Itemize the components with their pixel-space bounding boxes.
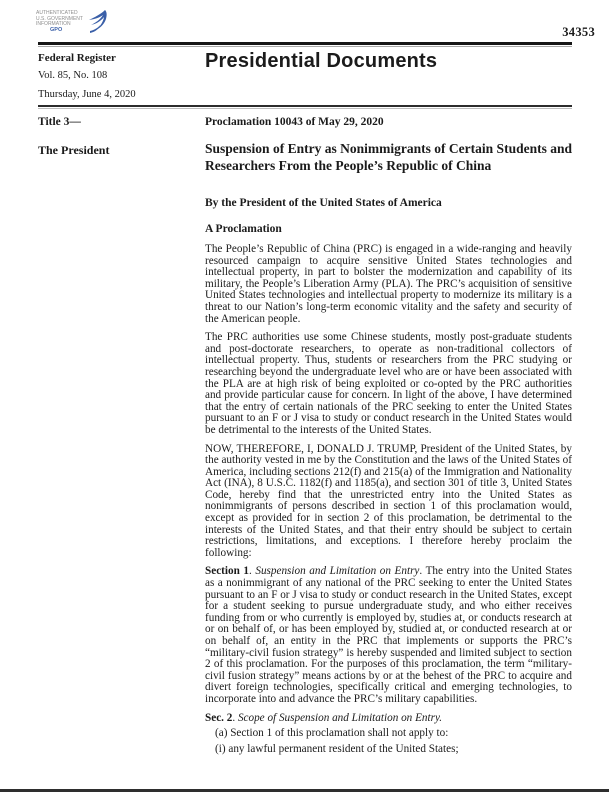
folio-number: 34353 <box>562 25 595 39</box>
paragraph-2: The PRC authorities use some Chinese students, mostly post-graduate students and post-doctorate researchers, to operate as non-traditional collectors of intellectual property. Thus, students or researchers from the PRC studying or researching beyond the undergraduate level who are or have been associated with the PLA are at high risk of being exploited or co-opted by the PRC authorities and provide particular cause for concern. In light of the above, I have determined that the entry of certain nationals of the PRC seeking to enter the United States pursuant to an F or J visa to study or conduct research in the United States would be detrimental to the interests of the United States. <box>205 331 572 436</box>
masthead-volume: Vol. 85, No. 108 <box>38 70 108 81</box>
paragraph-3: NOW, THEREFORE, I, DONALD J. TRUMP, President of the United States, by the authority vested in me by the Constitution and the laws of the United States of America, including sections 212(f) and 215(a) of the Immigration and Nationality Act (INA), 8 U.S.C. 1182(f) and 1185(a), and section 301 of title 3, United States Code, hereby find that the unrestricted entry into the United States as nonimmigrants of persons described in section 1 of this proclamation would, except as provided for in section 2 of this proclamation, be detrimental to the interests of the United States, and that their entry should be subject to certain restrictions, limitations, and exceptions. I therefore hereby proclaim the following: <box>205 442 572 559</box>
sec-2-title: Scope of Suspension and Limitation on Entry. <box>237 711 443 724</box>
sec-2-heading: Sec. 2. Scope of Suspension and Limitation on Entry. <box>205 711 443 724</box>
sec-2-label: Sec. 2 <box>205 711 233 724</box>
title-label: Title 3— <box>38 116 81 128</box>
section-heading: Presidential Documents <box>205 50 438 72</box>
issuer-label: The President <box>38 143 110 157</box>
proclamation-body <box>205 244 572 755</box>
top-rule <box>38 42 572 47</box>
sec-2-item-a: (a) Section 1 of this proclamation shall not apply to: <box>215 727 449 740</box>
gpo-authentication-logo <box>36 8 111 38</box>
mid-rule <box>38 105 572 109</box>
paragraph-1: The People’s Republic of China (PRC) is engaged in a wide-ranging and heavily resourced campaign to acquire sensitive United States technologies and intellectual property, in part to bolster the modernization and capability of its military, the People’s Liberation Army (PLA). The PRC’s acquisition of sensitive United States technologies and intellectual property to modernize its military is a threat to our Nation’s long-term economic vitality and the safety and security of the American people. <box>205 243 572 325</box>
section-1-title: Suspension and Limitation on Entry <box>255 565 420 578</box>
byline: By the President of the United States of America <box>205 197 442 209</box>
document-title: Suspension of Entry as Nonimmigrants of Certain Students and Researchers From the People’s Republic of China <box>205 141 572 173</box>
proclamation-heading: A Proclamation <box>205 223 282 235</box>
sec-2-item-i: (i) any lawful permanent resident of the United States; <box>215 742 459 755</box>
gpo-logo-line: AUTHENTICATED <box>36 10 78 16</box>
gpo-logo-abbr: GPO <box>50 26 63 33</box>
content-column <box>205 116 572 755</box>
masthead-publication: Federal Register <box>38 52 116 64</box>
masthead-date: Thursday, June 4, 2020 <box>38 89 136 100</box>
gpo-logo-line: U.S. GOVERNMENT <box>36 15 83 22</box>
section-1-paragraph: Section 1. Suspension and Limitation on Entry. The entry into the United States as a nonimmigrant of any national of the PRC seeking to enter the United States pursuant to an F or J visa to study or conduct research in the United States, except for a student seeking to pursue undergraduate study, and who either receives funding from or who currently is employed by, studies at, or conducts research at or on behalf of, or has been employed by, studied at, or conducted research at or on behalf of, an entity in the PRC that implements or supports the PRC’s “military-civil fusion strategy” is hereby suspended and limited subject to section 2 of this proclamation. For the purposes of this proclamation, the term “military-civil fusion strategy” means actions by or at the behest of the PRC to acquire and divert foreign technologies, specifically critical and emerging technologies, to incorporate into and advance the PRC’s military capabilities. <box>205 565 573 705</box>
gpo-eagle-icon <box>81 8 111 38</box>
gpo-logo-line: INFORMATION <box>36 21 71 27</box>
proclamation-number-line: Proclamation 10043 of May 29, 2020 <box>205 116 384 128</box>
section-1-body: The entry into the United States as a nonimmigrant of any national of the PRC seeking to enter the United States pursuant to an F or J visa to study or conduct research in the United States, except for a student seeking to pursue undergraduate study, and who either receives funding from or who currently is employed by, studies at, or conducts research at or on behalf of, or has been employed by, studied at, or conducted research at or on behalf of, an entity in the PRC that implements or supports the PRC’s “military-civil fusion strategy” is hereby suspended and limited subject to section 2 of this proclamation. For the purposes of this proclamation, the term “military-civil fusion strategy” means actions by or at the behest of the PRC to acquire and divert foreign technologies, specifically critical and emerging technologies, to incorporate into and advance the PRC’s military capabilities. <box>205 565 573 705</box>
margin-column <box>38 116 188 158</box>
gpo-logo-text <box>36 8 83 33</box>
masthead <box>38 52 198 100</box>
section-1-label: Section 1 <box>205 565 249 578</box>
